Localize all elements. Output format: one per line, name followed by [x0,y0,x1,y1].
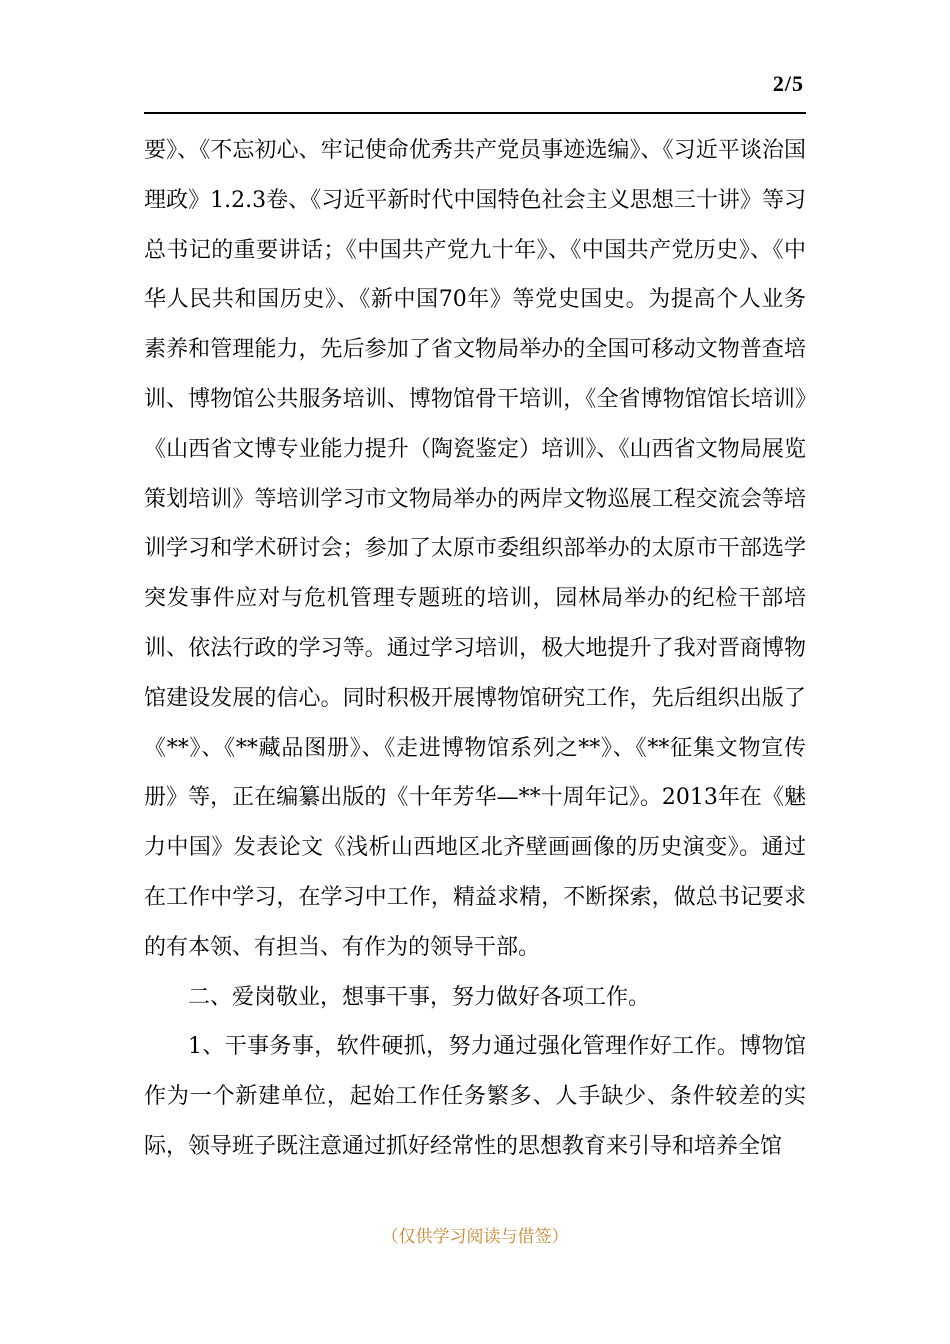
header-divider [144,112,806,114]
page-number: 2/5 [772,71,804,96]
section-heading-2: 二、爱岗敬业，想事干事，努力做好各项工作。 [188,984,651,1010]
footer-disclaimer: （仅供学习阅读与借签） [381,1227,569,1247]
document-body [144,126,806,1172]
body-paragraph-1: 要》、《不忘初心、牢记使命优秀共产党员事迹选编》、《习近平谈治国理政》1.2.3卷、《习近平新时代中国特色社会主义思想三十讲》等习总书记的重要讲话；《中国共产党九十年》、《中国共产党历史》、《中华人民共和国历史》、《新中国70年》等党史国史。为提高个人业务素养和管理能力，先后参加了省文物局举办的全国可移动文物普查培训、博物馆公共服务培训、博物馆骨干培训，《全省博物馆馆长培训》《山西省文博专业能力提升（陶瓷鉴定）培训》、《山西省文物局展览策划培训》等培训学习市文物局举办的两岸文物巡展工程交流会等培训学习和学术研讨会；参加了太原市委组织部举办的太原市干部选学突发事件应对与危机管理专题班的培训，园林局举办的纪检干部培训、依法行政的学习等。通过学习培训，极大地提升了我对晋商博物馆建设发展的信心。同时积极开展博物馆研究工作，先后组织出版了《**》、《**藏品图册》、《走进博物馆系列之**》、《**征集文物宣传册》等，正在编纂出版的《十年芳华—**十周年记》。2013年在《魅力中国》发表论文《浅析山西地区北齐壁画画像的历史演变》。通过在工作中学习，在学习中工作，精益求精，不断探索，做总书记要求的有本领、有担当、有作为的领导干部。 [144,138,806,960]
body-paragraph-3: 1、干事务事，软件硬抓，努力通过强化管理作好工作。博物馆作为一个新建单位，起始工作任务繁多、人手缺少、条件较差的实际，领导班子既注意通过抓好经常性的思想教育来引导和培养全馆 [144,1034,806,1159]
